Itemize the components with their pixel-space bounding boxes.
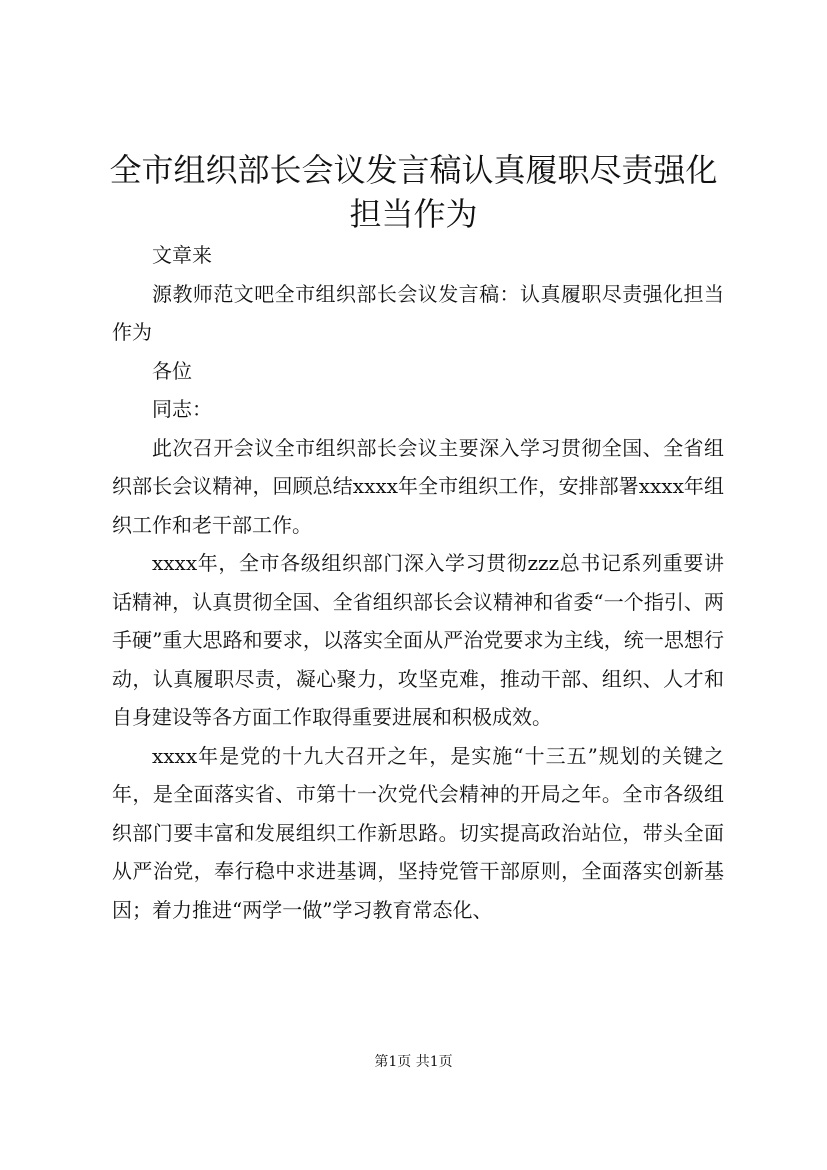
paragraph-source-prefix: 文章来 bbox=[152, 243, 212, 267]
document-body bbox=[112, 236, 724, 929]
paragraph-year-outlook: xxxx年是党的十九大召开之年，是实施“十三五”规划的关键之年，是全面落实省、市第十一次党代会精神的开局之年。全市各级组织部门要丰富和发展组织工作新思路。切实提高政治站位，带头全面从严治党，奉行稳中求进基调，坚持党管干部原则，全面落实创新基因；着力推进“两学一做”学习教育常态化、 bbox=[112, 743, 724, 922]
paragraph-salutation-2: 同志： bbox=[152, 397, 212, 421]
paragraph-source: 源教师范文吧全市组织部长会议发言稿：认真履职尽责强化担当作为 bbox=[112, 281, 724, 344]
paragraph-year-review: xxxx年，全市各级组织部门深入学习贯彻zzz总书记系列重要讲话精神，认真贯彻全国、全省组织部长会议精神和省委“一个指引、两手硬”重大思路和要求，以落实全面从严治党要求为主线，统一思想行动，认真履职尽责，凝心聚力，攻坚克难，推动干部、组织、人才和自身建设等各方面工作取得重要进展和积极成效。 bbox=[112, 551, 724, 729]
page-number-footer: 第1页 共1页 bbox=[374, 1054, 453, 1070]
document-title: 全市组织部长会议发言稿认真履职尽责强化担当作为 bbox=[109, 151, 718, 233]
paragraph-meeting-purpose: 此次召开会议全市组织部长会议主要深入学习贯彻全国、全省组织部长会议精神，回顾总结xxxx年全市组织工作，安排部署xxxx年组织工作和老干部工作。 bbox=[112, 435, 724, 537]
paragraph-salutation-1: 各位 bbox=[152, 358, 192, 383]
